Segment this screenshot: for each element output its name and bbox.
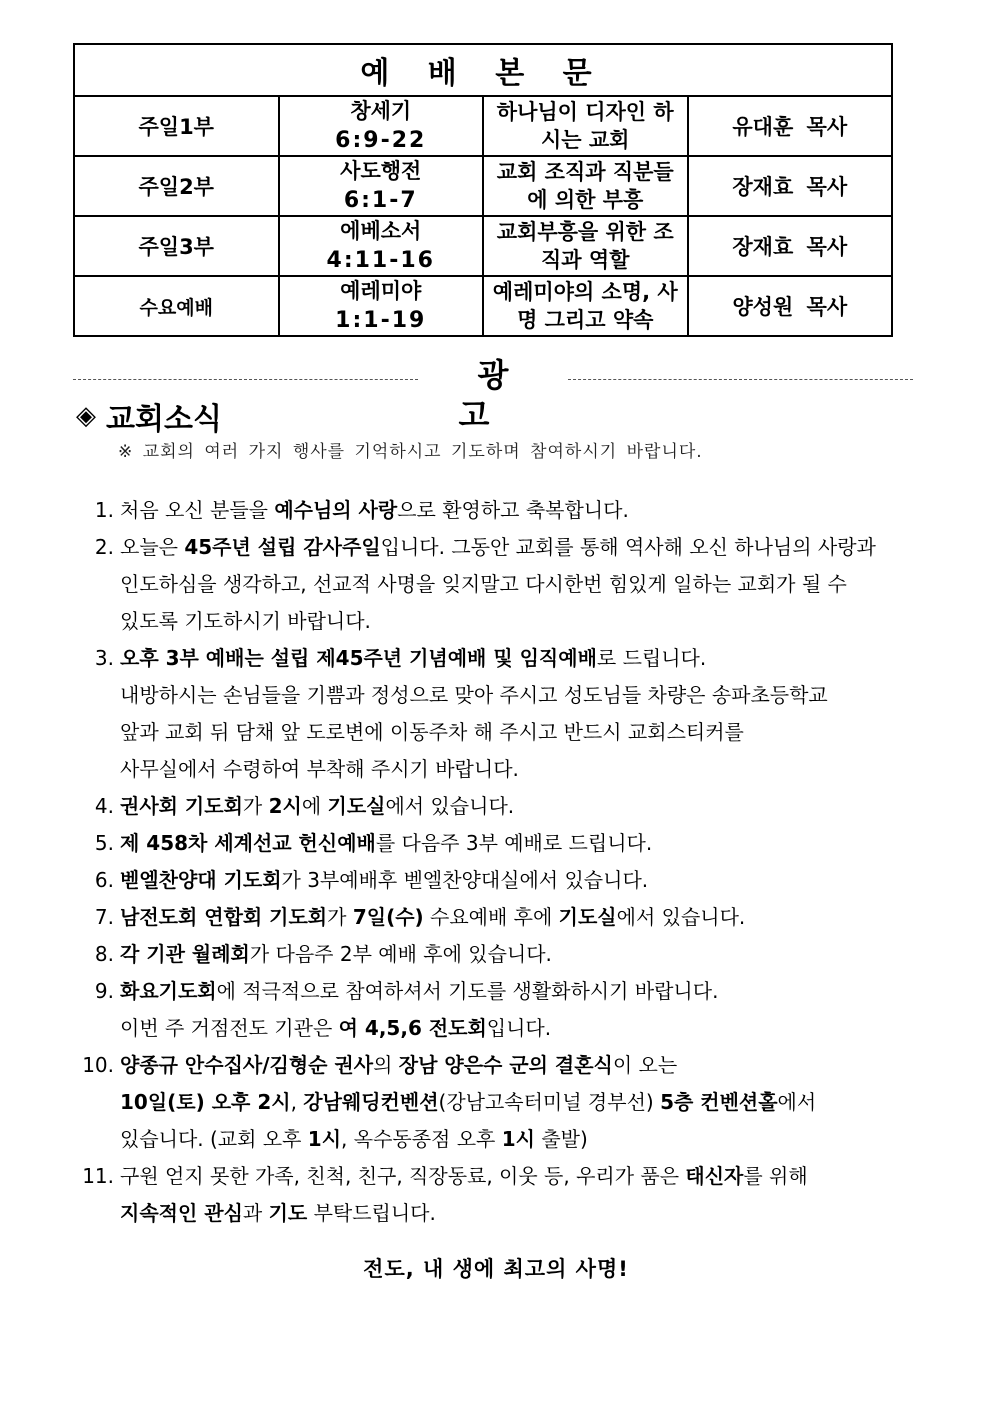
sermon-title: 예레미야의 소명, 사명 그리고 약속	[483, 276, 688, 336]
notice-line	[120, 1195, 930, 1232]
notice-line	[120, 936, 930, 973]
scripture-book: 창세기	[350, 99, 412, 123]
list-item	[70, 899, 930, 936]
table-row	[74, 156, 892, 216]
notice-number: 7.	[94, 905, 114, 929]
service-name: 주일1부	[74, 96, 279, 156]
notice-text: 입니다.	[486, 1016, 552, 1040]
notice-emphasis: 태신자	[685, 1164, 744, 1188]
notice-emphasis: 예수님의 사랑	[274, 498, 398, 522]
notice-emphasis: 제 458차 세계선교 헌신예배	[120, 831, 376, 855]
notice-line	[120, 825, 930, 862]
notice-line	[120, 640, 930, 677]
scripture-reference	[279, 96, 484, 156]
notice-emphasis: 여 4,5,6 전도회	[338, 1016, 487, 1040]
notice-emphasis: 강남웨딩컨벤션	[303, 1090, 439, 1114]
notice-line	[120, 1084, 930, 1121]
notice-number: 2.	[94, 535, 114, 559]
notice-emphasis: 화요기도회	[120, 979, 217, 1003]
scripture-book: 사도행전	[340, 159, 422, 183]
notice-number: 5.	[94, 831, 114, 855]
notice-number: 3.	[94, 646, 114, 670]
notice-emphasis: 1시	[501, 1127, 535, 1151]
notice-emphasis: 지속적인 관심	[120, 1201, 243, 1225]
notice-text: 입니다. 그동안 교회를 통해 역사해 오신 하나님의 사랑과	[380, 535, 876, 559]
notice-line	[120, 492, 930, 529]
notice-emphasis: 기도실	[327, 794, 386, 818]
notice-emphasis: 1시	[307, 1127, 342, 1151]
notice-text: ,	[290, 1090, 304, 1114]
pastor-name: 장재효 목사	[688, 216, 893, 276]
notice-emphasis: 각 기관 월례회	[120, 942, 250, 966]
notice-text: 에서 있습니다.	[385, 794, 515, 818]
pastor-name: 장재효 목사	[688, 156, 893, 216]
table-row	[74, 276, 892, 336]
diamond-icon: ◈	[76, 401, 96, 431]
list-item	[70, 862, 930, 899]
evangelism-motto: 전도, 내 생에 최고의 사명!	[363, 1257, 629, 1281]
notice-text: 과	[242, 1201, 269, 1225]
notice-text: 가	[242, 794, 269, 818]
service-name: 수요예배	[74, 276, 279, 336]
notice-text: 에	[301, 794, 328, 818]
notice-number: 6.	[94, 868, 114, 892]
notice-text: 구원 얻지 못한 가족, 친척, 친구, 직장동료, 이웃 등, 우리가 품은	[120, 1164, 686, 1188]
notice-emphasis: 벧엘찬양대 기도회	[120, 868, 282, 892]
notice-emphasis: 장남 양은수 군의 결혼식	[398, 1053, 613, 1077]
notice-number: 9.	[94, 979, 114, 1003]
list-item	[70, 1047, 930, 1158]
notice-text: 출발)	[534, 1127, 588, 1151]
notice-line	[120, 862, 930, 899]
notice-text: 이 오는	[612, 1053, 678, 1077]
notice-emphasis: 기도	[268, 1201, 308, 1225]
worship-scripture-table	[73, 43, 893, 337]
notice-text: 처음 오신 분들을	[120, 498, 275, 522]
notice-text: 있습니다. (교회 오후	[120, 1127, 308, 1151]
scripture-verse: 6:9-22	[335, 128, 427, 153]
notice-emphasis: 10일(토) 오후 2시	[120, 1090, 291, 1114]
list-item	[70, 936, 930, 973]
notice-emphasis: 양종규 안수집사/김형순 권사	[120, 1053, 374, 1077]
announcements-title: 광고	[458, 356, 547, 434]
notice-text: 에 적극적으로 참여하셔서 기도를 생활화하시기 바랍니다.	[216, 979, 719, 1003]
scripture-verse: 1:1-19	[335, 308, 427, 333]
notice-line	[120, 973, 930, 1010]
notice-text: 의	[373, 1053, 399, 1077]
notice-text: 로 드립니다.	[596, 646, 707, 670]
notice-line	[120, 603, 930, 640]
notice-line	[120, 1047, 930, 1084]
service-name: 주일2부	[74, 156, 279, 216]
notice-number: 10.	[82, 1053, 114, 1077]
table-row	[74, 216, 892, 276]
notice-emphasis: 기도실	[558, 905, 617, 929]
notice-line	[120, 751, 930, 788]
notice-line	[120, 529, 930, 566]
notice-number: 4.	[94, 794, 114, 818]
church-news-title: 교회소식	[106, 402, 222, 437]
church-news-heading	[76, 396, 222, 436]
notice-text: 수요예배 후에	[423, 905, 559, 929]
notice-line	[120, 899, 930, 936]
notice-emphasis: 권사회 기도회	[120, 794, 243, 818]
notice-number: 8.	[94, 942, 114, 966]
notice-line	[120, 788, 930, 825]
notice-text: 으로 환영하고 축복합니다.	[397, 498, 629, 522]
divider-line-left	[73, 379, 418, 380]
notice-line	[120, 566, 930, 603]
notice-text: 를 위해	[743, 1164, 808, 1188]
list-item	[70, 788, 930, 825]
notice-emphasis: 남전도회 연합회 기도회	[120, 905, 328, 929]
notice-text: 를 다음주 3부 예배로 드립니다.	[375, 831, 653, 855]
list-item	[70, 973, 930, 1047]
notice-text: 오늘은	[120, 535, 185, 559]
church-news-note: ※ 교회의 여러 가지 행사를 기억하시고 기도하며 참여하시기 바랍니다.	[118, 442, 703, 462]
notice-number: 11.	[82, 1164, 114, 1188]
notice-text: 가	[327, 905, 353, 929]
divider-line-right	[568, 379, 913, 380]
sermon-title: 교회부흥을 위한 조직과 역할	[483, 216, 688, 276]
notice-text: 에서 있습니다.	[616, 905, 746, 929]
list-item	[70, 1158, 930, 1232]
list-item	[70, 529, 930, 640]
notice-text: 내방하시는 손님들을 기쁨과 정성으로 맞아 주시고 성도님들 차량은 송파초등학교	[120, 683, 828, 707]
notice-text: 에서	[777, 1090, 817, 1114]
list-item	[70, 640, 930, 788]
list-item	[70, 492, 930, 529]
scripture-reference	[279, 156, 484, 216]
sermon-title: 교회 조직과 직분들에 의한 부흥	[483, 156, 688, 216]
table-row	[74, 96, 892, 156]
notice-text: 앞과 교회 뒤 담채 앞 도로변에 이동주차 해 주시고 반드시 교회스티커를	[120, 720, 744, 744]
notice-emphasis: 7일(수)	[352, 905, 424, 929]
worship-table-header-row	[74, 44, 892, 96]
notice-list	[70, 492, 930, 1232]
pastor-name: 유대훈 목사	[688, 96, 893, 156]
notice-text: , 옥수동종점 오후	[341, 1127, 502, 1151]
scripture-reference	[279, 216, 484, 276]
notice-emphasis: 45주년 설립 감사주일	[184, 535, 381, 559]
scripture-book: 예레미야	[340, 279, 422, 303]
notice-text: 인도하심을 생각하고, 선교적 사명을 잊지말고 다시한번 힘있게 일하는 교회가 될 수	[120, 572, 847, 596]
list-item	[70, 825, 930, 862]
notice-text: 부탁드립니다.	[307, 1201, 436, 1225]
notice-line	[120, 1010, 930, 1047]
notice-line	[120, 1121, 930, 1158]
notice-text: 사무실에서 수령하여 부착해 주시기 바랍니다.	[120, 757, 519, 781]
notice-line	[120, 1158, 930, 1195]
notice-text: 있도록 기도하시기 바랍니다.	[120, 609, 371, 633]
scripture-book: 에베소서	[340, 219, 422, 243]
scripture-reference	[279, 276, 484, 336]
notice-emphasis: 오후 3부 예배는 설립 제45주년 기념예배 및 임직예배	[120, 646, 597, 670]
sermon-title: 하나님이 디자인 하시는 교회	[483, 96, 688, 156]
notice-text: (강남고속터미널 경부선)	[438, 1090, 661, 1114]
notice-text: 가 다음주 2부 예배 후에 있습니다.	[249, 942, 552, 966]
notice-line	[120, 677, 930, 714]
worship-table-title: 예 배 본 문	[74, 44, 892, 96]
notice-emphasis: 5층 컨벤션홀	[660, 1090, 778, 1114]
notice-emphasis: 2시	[268, 794, 302, 818]
scripture-verse: 4:11-16	[326, 248, 435, 273]
notice-line	[120, 714, 930, 751]
scripture-verse: 6:1-7	[343, 188, 418, 213]
pastor-name: 양성원 목사	[688, 276, 893, 336]
notice-number: 1.	[94, 498, 114, 522]
notice-text: 가 3부예배후 벧엘찬양대실에서 있습니다.	[281, 868, 649, 892]
service-name: 주일3부	[74, 216, 279, 276]
notice-text: 이번 주 거점전도 기관은	[120, 1016, 339, 1040]
